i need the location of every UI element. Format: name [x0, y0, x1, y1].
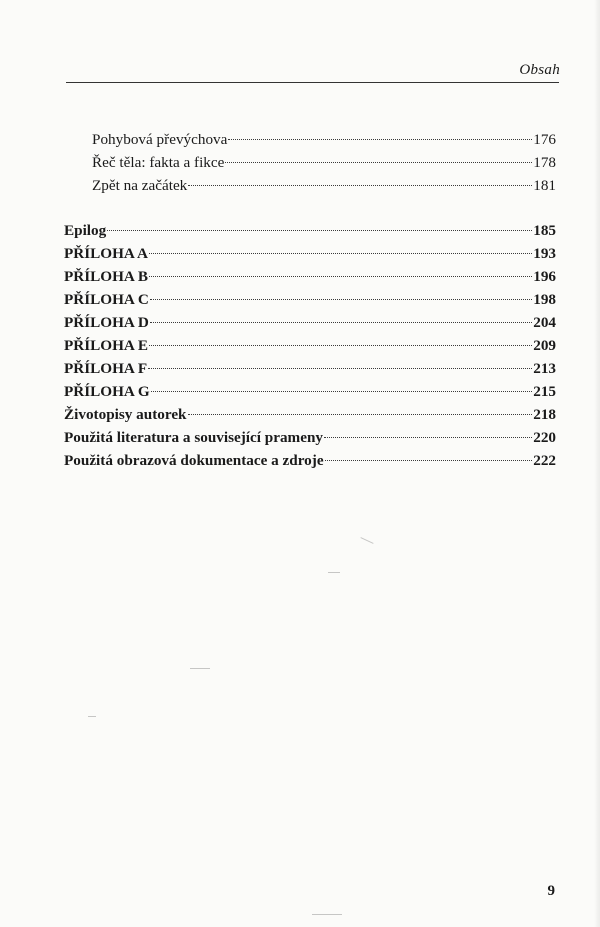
toc-entry-page: 204: [533, 314, 556, 331]
toc-entry-title: Zpět na začátek: [92, 177, 188, 194]
toc-entry-page: 181: [533, 177, 556, 194]
toc-entry-page: 198: [533, 291, 556, 308]
toc-leader-dots: [225, 162, 532, 163]
toc-entry: [64, 426, 556, 449]
toc-entry: [92, 174, 556, 197]
toc-leader-dots: [325, 460, 533, 461]
toc-entry-page: 218: [533, 406, 556, 423]
toc-entry-page: 220: [533, 429, 556, 446]
toc-entry: [64, 403, 556, 426]
toc-entry: [64, 219, 556, 242]
toc-entry: [92, 151, 556, 174]
scan-smudge: [328, 572, 340, 573]
toc-entry-title: PŘÍLOHA B: [64, 268, 148, 285]
toc-entry-title: Epilog: [64, 222, 107, 239]
scan-smudge: [190, 668, 210, 669]
toc-entry-page: 196: [533, 268, 556, 285]
toc-entry-title: Pohybová převýchova: [92, 131, 228, 148]
toc-leader-dots: [150, 299, 532, 300]
toc-entry: [64, 357, 556, 380]
toc-leader-dots: [107, 230, 532, 231]
toc-entry-page: 193: [533, 245, 556, 262]
scan-smudge: [88, 716, 96, 717]
toc-entry-page: 209: [533, 337, 556, 354]
header-rule: [66, 82, 559, 83]
toc-entry-title: PŘÍLOHA E: [64, 337, 148, 354]
toc-entry-title: PŘÍLOHA D: [64, 314, 149, 331]
page-edge-shadow: [594, 0, 600, 927]
toc-entry: [64, 380, 556, 403]
toc-entry-title: Použitá literatura a související prameny: [64, 429, 323, 446]
toc-leader-dots: [324, 437, 532, 438]
toc-leader-dots: [150, 322, 532, 323]
toc-leader-dots: [148, 368, 532, 369]
toc-entry-page: 222: [533, 452, 556, 469]
toc-leader-dots: [228, 139, 532, 140]
toc-entry: [64, 288, 556, 311]
page-number: 9: [547, 883, 555, 899]
toc-entry: [92, 128, 556, 151]
toc-entry-title: Životopisy autorek: [64, 406, 187, 423]
toc-entry-title: Řeč těla: fakta a fikce: [92, 154, 225, 171]
scan-smudge: [360, 537, 373, 544]
toc-leader-dots: [188, 414, 533, 415]
toc-entry-title: PŘÍLOHA C: [64, 291, 149, 308]
toc-leader-dots: [149, 345, 532, 346]
toc-entry-title: PŘÍLOHA A: [64, 245, 148, 262]
toc-entry-page: 213: [533, 360, 556, 377]
toc-entry: [64, 265, 556, 288]
toc-entry: [64, 311, 556, 334]
toc-entry: [64, 242, 556, 265]
toc-entry-page: 185: [533, 222, 556, 239]
toc-entry-title: PŘÍLOHA F: [64, 360, 148, 377]
toc-leader-dots: [151, 391, 533, 392]
scan-smudge: [312, 914, 342, 915]
toc-leader-dots: [149, 276, 532, 277]
toc-entry: [64, 334, 556, 357]
toc-leader-dots: [188, 185, 532, 186]
running-header-title: Obsah: [519, 62, 560, 78]
toc-entry-title: Použitá obrazová dokumentace a zdroje: [64, 452, 324, 469]
toc-entry-page: 178: [533, 154, 556, 171]
toc-entry: [64, 449, 556, 472]
toc-entry-title: PŘÍLOHA G: [64, 383, 150, 400]
toc-entry-page: 215: [533, 383, 556, 400]
toc-leader-dots: [149, 253, 532, 254]
toc-entry-page: 176: [533, 131, 556, 148]
